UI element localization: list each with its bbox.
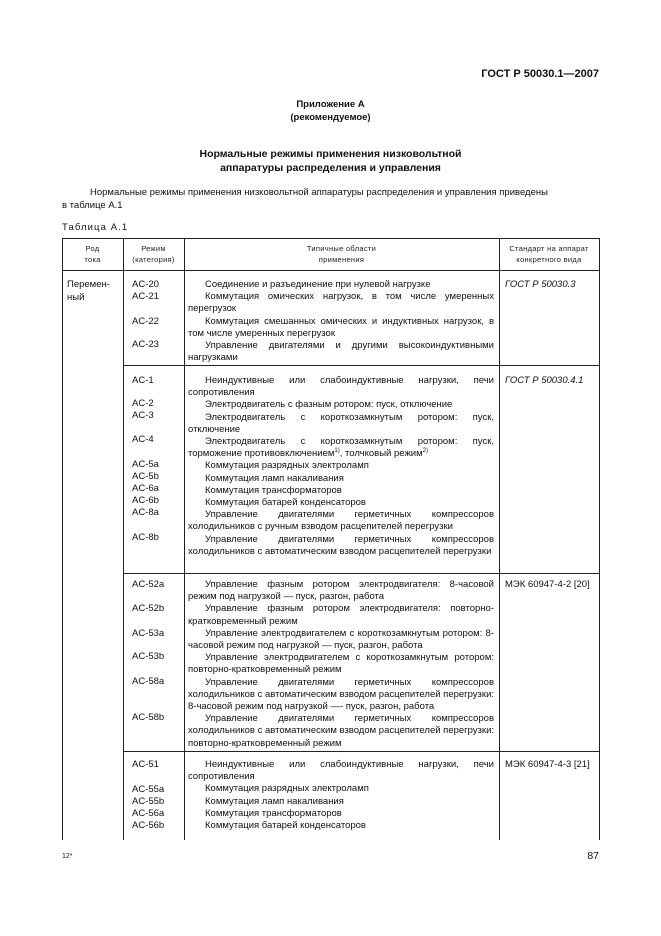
header-bottom-border (62, 270, 600, 271)
section-title-line1: Нормальные режимы применения низковольтной (199, 148, 462, 160)
footnote-2: 2) (422, 448, 428, 455)
group2-separator (123, 573, 600, 574)
mode-code: AC-23 (132, 339, 159, 350)
mode-code: AC-52b (132, 603, 165, 614)
mode-code: AC-53b (132, 651, 165, 662)
mode-code: AC-3 (132, 410, 154, 421)
col-border-kind (123, 238, 124, 840)
appendix-title: Приложение А (296, 99, 365, 110)
mode-code: AC-56a (132, 808, 165, 819)
document-id: ГОСТ Р 50030.1—2007 (481, 68, 599, 80)
mode-code: AC-20 (132, 279, 159, 290)
col-border-right (599, 238, 600, 840)
mode-code: AC-56b (132, 820, 165, 831)
group1-separator (123, 365, 600, 366)
mode-code: AC-55a (132, 784, 165, 795)
ac4-description: Электродвигатель с короткозамкнутым ротором: пуск, торможение противовключением$^{1)}$, толчковый режим$^{2)}$ (188, 436, 494, 460)
section-title-line2: аппаратуры распределения и управления (220, 162, 441, 174)
modes-table (62, 238, 600, 840)
group1-standard: ГОСТ Р 50030.3 (505, 279, 576, 290)
table-caption: Таблица А.1 (62, 222, 129, 233)
mode-code: AC-22 (132, 316, 159, 327)
group2-standard: ГОСТ Р 50030.4.1 (505, 375, 584, 386)
col-border-mode (184, 238, 185, 840)
appendix-subtitle: (рекомендуемое) (290, 112, 371, 123)
mode-code: AC-21 (132, 291, 159, 302)
mode-code: AC-8a (132, 507, 159, 518)
mode-code: AC-6b (132, 495, 159, 506)
intro-line1: Нормальные режимы применения низковольтной аппаратуры распределения и управления приведены (90, 187, 548, 198)
mode-code: AC-51 (132, 759, 159, 770)
mode-code: AC-55b (132, 796, 165, 807)
group2-descriptions: Неиндуктивные или слабоиндуктивные нагрузки, печи сопротивления Электродвигатель с фазным ротором: пуск, отключение Электродвигатель с короткозамкнутым ротором: пуск, отключение Электродвигатель с короткозамкнутым ротором: пуск, торможение противовключением$^{1)}$, толчковый режим$^{2)}$ Коммутация разрядных электроламп Коммутация ламп накаливания Коммутация трансформаторов Коммутация батарей конденсаторов Управление двигателями герметичных компрессоров холодильников с ручным взводом расцепителей перегрузки Управление двигателями герметичных компрессоров холодильников с автоматическим взводом расцепителей перегрузки (188, 375, 494, 557)
mode-code: AC-8b (132, 532, 159, 543)
intro-paragraph (62, 186, 602, 212)
mode-code: AC-1 (132, 375, 154, 386)
intro-line2: в таблице А.1 (62, 200, 123, 211)
mode-code: AC-58a (132, 676, 165, 687)
mode-code: AC-58b (132, 712, 165, 723)
header-standard: Стандарт на аппарат конкретного вида (509, 244, 589, 264)
mode-code: AC-5b (132, 471, 159, 482)
footer-sheet-mark: 12* (62, 853, 73, 860)
group3-descriptions: Управление фазным ротором электродвигателя: 8-часовой режим под нагрузкой — пуск, разгон, работа Управление фазным ротором электродвигателя: повторно-кратковременный режим Управление электродвигателем с короткозамкнутым ротором: 8-часовой режим под нагрузкой — пуск, разгон, работа Управление электродвигателем с короткозамкнутым ротором: повторно-кратковременный режим Управление двигателями герметичных компрессоров холодильников с автоматическим взводом расцепителей перегрузки: 8-часовой режим под нагрузкой —- пуск, разгон, работа Управление двигателями герметичных компрессоров холодильников с автоматическим взводом расцепителей перегрузки: повторно-кратковременный режим (188, 579, 495, 749)
header-mode: Режим (категория) (132, 244, 175, 264)
col-border-application (499, 238, 500, 840)
page-number: 87 (587, 850, 599, 862)
header-kind: Род тока (84, 244, 101, 264)
group1-descriptions: Соединение и разъединение при нулевой нагрузке Коммутация омических нагрузок, в том числе умеренных перегрузок Коммутация смешанных омических и индуктивных нагрузок, в том числе умеренных перегрузок Управление двигателями и другими высокоиндуктивными нагрузками (188, 279, 494, 364)
mode-code: AC-6a (132, 483, 159, 494)
current-type: Перемен- ный (67, 279, 110, 303)
group4-standard: МЭК 60947-4-3 [21] (505, 759, 590, 770)
table-top-border (62, 238, 600, 239)
header-application: Типичные области применения (306, 244, 377, 264)
mode-code: AC-52a (132, 579, 165, 590)
mode-code: AC-4 (132, 434, 154, 445)
group4-descriptions: Неиндуктивные или слабоиндуктивные нагрузки, печи сопротивления Коммутация разрядных электроламп Коммутация ламп накаливания Коммутация трансформаторов Коммутация батарей конденсаторов (188, 759, 494, 832)
mode-code: AC-5a (132, 459, 159, 470)
col-border-left (62, 238, 63, 840)
mode-code: AC-53a (132, 628, 165, 639)
group3-standard: МЭК 60947-4-2 [20] (505, 579, 590, 590)
footnote-1: 1) (334, 448, 340, 455)
group3-separator (123, 751, 600, 752)
mode-code: AC-2 (132, 398, 154, 409)
